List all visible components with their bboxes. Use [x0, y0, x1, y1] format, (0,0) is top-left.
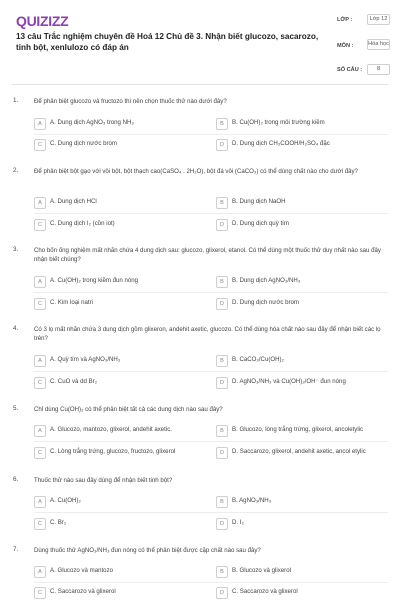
- option-text: D. Dung dịch CH₃COOH/H₂SO₄ đặc: [232, 140, 330, 147]
- question-number: 2.: [13, 167, 19, 174]
- header-divider: [12, 84, 388, 85]
- option-letter-box: D: [216, 139, 228, 151]
- option-letter-box: A: [34, 197, 46, 209]
- question-number: 6.: [13, 476, 19, 483]
- question-text: Dùng thuốc thử AgNO₃/NH₃ đun nóng có thể phân biệt được cặp chất nào sau đây?: [34, 547, 261, 554]
- option-divider: [34, 512, 388, 513]
- option-divider: [34, 134, 388, 135]
- lop-value: Lớp 12: [367, 14, 390, 25]
- option-letter-box: A: [34, 566, 46, 578]
- option-c[interactable]: [34, 447, 199, 459]
- option-text: D. Dung dịch quỳ tím: [232, 220, 289, 227]
- option-a[interactable]: [34, 118, 199, 130]
- option-letter-box: B: [216, 496, 228, 508]
- option-a[interactable]: [34, 425, 199, 437]
- option-text: C. CuO và dd Br₂: [50, 378, 98, 385]
- option-letter-box: C: [34, 447, 46, 459]
- option-letter-box: B: [216, 197, 228, 209]
- option-text: D. Saccarozo, glixerol, andehit axetic, ancol etylic: [232, 448, 366, 455]
- option-text: C. Br₂: [50, 519, 67, 526]
- option-letter-box: D: [216, 587, 228, 599]
- option-text: D. AgNO₃/NH₃ và Cu(OH)₂/OH⁻ đun nóng: [232, 378, 346, 385]
- option-divider: [34, 292, 388, 293]
- option-a[interactable]: [34, 276, 199, 288]
- option-text: B. Glucozo, lòng trắng trứng, glixerol, ancoletylic: [232, 426, 364, 433]
- option-text: C. Saccarozo và glixerol: [232, 588, 298, 595]
- option-text: A. Glucozo và mantozo: [50, 567, 113, 574]
- socau-value: 8: [367, 64, 390, 75]
- option-letter-box: C: [34, 587, 46, 599]
- option-d[interactable]: [216, 219, 381, 231]
- worksheet-header: [0, 0, 400, 78]
- option-text: B. CaCO₃/Cu(OH)₂: [232, 356, 284, 363]
- option-d[interactable]: [216, 447, 381, 459]
- option-a[interactable]: [34, 566, 199, 578]
- option-b[interactable]: [216, 197, 381, 209]
- option-divider: [34, 371, 388, 372]
- option-letter-box: D: [216, 298, 228, 310]
- option-text: B. AgNO₃/NH₃: [232, 497, 272, 504]
- option-letter-box: D: [216, 219, 228, 231]
- option-text: A. Dung dịch HCl: [50, 198, 97, 205]
- lop-label: LỚP :: [337, 17, 353, 23]
- option-divider: [34, 582, 388, 583]
- option-text: A. Dung dịch AgNO₃ trong NH₃: [50, 119, 134, 126]
- option-c[interactable]: [34, 377, 199, 389]
- option-d[interactable]: [216, 377, 381, 389]
- option-letter-box: B: [216, 566, 228, 578]
- option-c[interactable]: [34, 298, 199, 310]
- option-letter-box: C: [34, 219, 46, 231]
- option-text: C. Dung dịch I₂ (cồn iot): [50, 220, 115, 227]
- option-c[interactable]: [34, 139, 199, 151]
- question-number: 1.: [13, 97, 19, 104]
- option-text: C. Dung dịch nước brom: [50, 140, 118, 147]
- option-letter-box: A: [34, 496, 46, 508]
- option-text: A. Cu(OH)₂ trong kiềm đun nóng: [50, 277, 139, 284]
- question-text: Chỉ dùng Cu(OH)₂ có thể phân biệt tất cả các dung dịch nào sau đây?: [34, 406, 223, 413]
- mon-label: MÔN :: [337, 43, 354, 49]
- option-d[interactable]: [216, 139, 381, 151]
- option-text: B. Dung dịch NaOH: [232, 198, 286, 205]
- option-letter-box: B: [216, 276, 228, 288]
- option-c[interactable]: [34, 518, 199, 530]
- option-a[interactable]: [34, 197, 199, 209]
- option-letter-box: B: [216, 425, 228, 437]
- question-text: Cho bốn ống nghiệm mất nhãn chứa 4 dung dịch sau: glucozo, glixerol, etanol. Có thể dùng một thuốc thử duy nhất nào sau đây nhận biết chúng?: [34, 247, 381, 263]
- question-number: 5.: [13, 405, 19, 412]
- option-letter-box: D: [216, 377, 228, 389]
- option-text: A. Quỳ tím và AgNO₃/NH₃: [50, 356, 121, 363]
- option-divider: [34, 213, 388, 214]
- option-text: D. I₂: [232, 519, 244, 526]
- option-b[interactable]: [216, 118, 381, 130]
- option-letter-box: B: [216, 118, 228, 130]
- option-letter-box: C: [34, 518, 46, 530]
- page-title: 13 câu Trắc nghiệm chuyên đề Hoá 12 Chủ đề 3. Nhận biết glucozo, sacarozo, tinh bột, xenlulozo có đáp án: [16, 32, 319, 52]
- option-divider: [34, 441, 388, 442]
- question-text: Để phân biệt glucozo và fructozo thì nên chọn thuốc thử nào dưới đây?: [34, 98, 227, 105]
- option-letter-box: A: [34, 425, 46, 437]
- option-letter-box: D: [216, 518, 228, 530]
- question-number: 3.: [13, 246, 19, 253]
- option-letter-box: A: [34, 355, 46, 367]
- option-letter-box: C: [34, 298, 46, 310]
- option-text: C. Saccarozo và glixerol: [50, 588, 116, 595]
- option-b[interactable]: [216, 425, 381, 437]
- option-a[interactable]: [34, 496, 199, 508]
- question-text: Để phân biệt bột gạo với vôi bột, bột thạch cao(CaSO₄ . 2H₂O), bột đá vôi (CaCO₃) có thể dùng chất nào cho dưới đây?: [34, 168, 358, 175]
- option-letter-box: D: [216, 447, 228, 459]
- option-c[interactable]: [34, 219, 199, 231]
- option-text: B. Glucozo và glixerol: [232, 567, 291, 574]
- option-b[interactable]: [216, 496, 381, 508]
- question-text: Thuốc thử nào sau đây dùng để nhận biết tinh bột?: [34, 477, 173, 484]
- option-text: D. Dung dịch nước brom: [232, 299, 300, 306]
- option-text: C. Kim loại natri: [50, 299, 94, 306]
- question-number: 4.: [13, 325, 19, 332]
- option-d[interactable]: [216, 518, 381, 530]
- option-letter-box: A: [34, 118, 46, 130]
- option-text: A. Cu(OH)₂: [50, 497, 81, 504]
- option-d[interactable]: [216, 298, 381, 310]
- quizizz-logo[interactable]: QUIZIZZ: [16, 13, 69, 29]
- question-text: Có 3 lọ mất nhãn chứa 3 dung dịch gồm glixeron, andehit axetic, glucozo. Có thể dùng hóa chất nào sau đây để nhận biết các lọ trên?: [34, 326, 381, 342]
- option-b[interactable]: [216, 355, 381, 367]
- option-text: A. Glucozo, mantozo, glixerol, andehit axetic.: [50, 426, 172, 433]
- option-text: B. Cu(OH)₂ trong môi trường kiềm: [232, 119, 325, 126]
- option-text: C. Lòng trắng trứng, glucozo, fructozo, glixerol: [50, 448, 176, 455]
- option-letter-box: B: [216, 355, 228, 367]
- mon-value: Hóa học: [367, 39, 390, 50]
- option-text: B. Dung dịch AgNO₃/NH₃: [232, 277, 301, 284]
- question-number: 7.: [13, 546, 19, 553]
- option-b[interactable]: [216, 276, 381, 288]
- option-d[interactable]: [216, 587, 381, 599]
- option-b[interactable]: [216, 566, 381, 578]
- option-letter-box: C: [34, 377, 46, 389]
- option-a[interactable]: [34, 355, 199, 367]
- socau-label: SỐ CÂU :: [337, 67, 363, 73]
- option-letter-box: A: [34, 276, 46, 288]
- option-letter-box: C: [34, 139, 46, 151]
- option-c[interactable]: [34, 587, 199, 599]
